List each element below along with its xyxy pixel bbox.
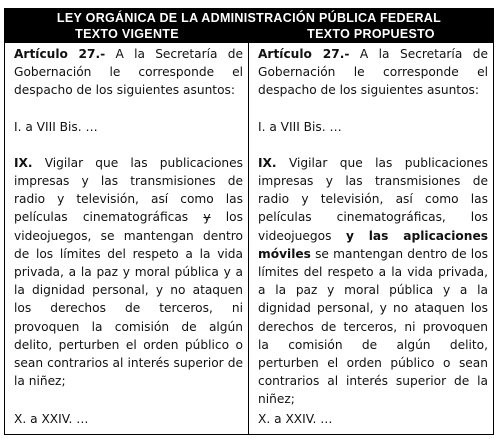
column-header-propuesto: TEXTO PROPUESTO: [307, 27, 435, 41]
comparison-table: [4, 8, 494, 435]
column-header-vigente: TEXTO VIGENTE: [75, 27, 179, 41]
article-label: Artículo 27.-: [14, 47, 106, 61]
column-propuesto: [249, 43, 493, 434]
article-paragraph: [258, 45, 488, 100]
article-paragraph: [14, 45, 243, 100]
article-text: A la Secretaría de Gobernación le corresponde el despacho de los siguientes asuntos:: [258, 47, 488, 98]
added-text: y las aplicaciones móviles: [258, 228, 488, 261]
article-text: A la Secretaría de Gobernación le corresponde el despacho de los siguientes asuntos:: [14, 47, 243, 98]
fraction-ix: [14, 154, 243, 391]
fraction-label: IX.: [258, 155, 277, 170]
fraction-text-a: Vigilar que las publicaciones impresas y las transmisiones de radio y televisión, así como las películas cinematográficas: [14, 155, 243, 225]
article-label: Artículo 27.-: [258, 47, 350, 61]
struck-text: y: [203, 210, 211, 225]
fraction-range-1: I. a VIII Bis. …: [258, 119, 342, 134]
column-vigente: [5, 43, 249, 434]
fraction-ix: [258, 154, 488, 409]
law-title: LEY ORGÁNICA DE LA ADMINISTRACIÓN PÚBLICA FEDERAL: [56, 11, 442, 25]
fraction-text-b: se mantengan dentro de los límites del respeto a la vida privada, a la paz y moral pública y a la dignidad personal, y no ataquen los derechos de terceros, ni provoquen la comisión de algún delito, perturben el orden público o sean contrarios al interés superior de la niñez;: [258, 246, 488, 407]
fraction-label: IX.: [14, 155, 33, 170]
fraction-text-a: Vigilar que las publicaciones impresas y las transmisiones de radio y televisión, así como las películas cinematográficas, los videojuegos: [258, 155, 488, 243]
fraction-range-1: I. a VIII Bis. …: [14, 119, 98, 134]
fraction-range-2: X. a XXIV. …: [258, 411, 333, 426]
fraction-text-b: los videojuegos, se mantengan dentro de los límites del respeto a la vida privada, a la paz y moral pública y a la dignidad personal, y no ataquen los derechos de terceros, ni provoquen la comisión de algún delito, perturben el orden público o sean contrarios al interés superior de la niñez;: [14, 210, 243, 389]
table-header: [5, 9, 493, 43]
fraction-range-2: X. a XXIV. …: [14, 411, 89, 426]
